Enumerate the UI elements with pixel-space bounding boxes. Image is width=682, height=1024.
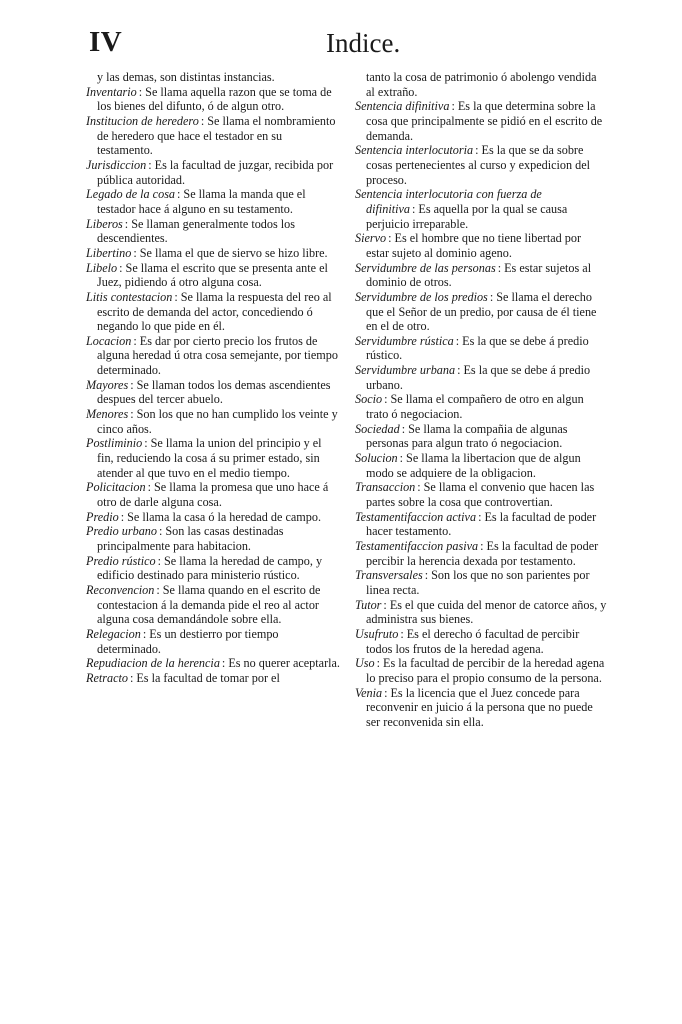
entry-definition: Se llama la manda que el testador hace á alguno en su testamento. xyxy=(97,187,306,216)
entry-definition: Es aquella por la qual se causa perjuicio irreparable. xyxy=(366,201,568,231)
entry-term: Institucion de heredero : xyxy=(86,114,207,128)
entry-definition: Es la que determina sobre la cosa que principalmente se pidió en el escrito de demanda. xyxy=(366,99,603,143)
index-entry xyxy=(86,671,340,686)
index-entry xyxy=(355,539,607,568)
entry-definition: Se llama aquella razon que se toma de los bienes del difunto, ó de algun otro. xyxy=(97,84,332,114)
entry-term: Jurisdiccion : xyxy=(86,158,155,172)
entry-term: Inventario : xyxy=(86,85,145,99)
index-entry xyxy=(355,290,607,334)
entry-term: Predio urbano : xyxy=(86,524,165,538)
entry-term: Servidumbre rústica : xyxy=(355,334,462,348)
entry-definition: Es no querer aceptarla. xyxy=(228,656,340,671)
entry-term: Solucion : xyxy=(355,451,406,465)
index-entry xyxy=(86,378,340,407)
index-entry xyxy=(355,363,607,392)
entry-term: Uso : xyxy=(355,656,383,670)
entry-definition: Son los que no han cumplido los veinte y cinco años. xyxy=(97,407,338,436)
entry-definition: Es la facultad de tomar por el xyxy=(136,670,280,685)
entry-term: Litis contestacion : xyxy=(86,290,181,304)
page-title: Indice. xyxy=(326,28,401,58)
index-entry xyxy=(355,451,607,480)
entry-definition: Es el derecho ó facultad de percibir todos los frutos de la heredad agena. xyxy=(366,626,580,656)
continued-text: tanto la cosa de patrimonio ó abolengo vendida al extraño. xyxy=(366,70,597,99)
entry-term: Retracto : xyxy=(86,671,136,685)
entry-term: Socio : xyxy=(355,392,390,406)
entry-term: Mayores : xyxy=(86,378,137,392)
entry-term: Predio rústico : xyxy=(86,554,164,568)
entry-definition: Se llama el nombramiento de heredero que hace el testador en su testamento. xyxy=(97,113,336,158)
entry-term: Sentencia interlocutoria con fuerza de difinitiva : xyxy=(355,187,542,216)
index-entry xyxy=(355,627,607,656)
entry-definition: Es la que se debe á predio rústico. xyxy=(366,333,589,363)
entry-definition: Se llama quando en el escrito de contestacion á la demanda pide el reo al actor alguna cosa demandándole sobre ella. xyxy=(97,582,321,627)
entry-term: Servidumbre de las personas : xyxy=(355,261,504,275)
entry-definition: Es la facultad de percibir de la heredad agena lo preciso para el propio consumo de la persona. xyxy=(366,656,605,685)
index-entry xyxy=(86,554,340,583)
entry-definition: Es el que cuida del menor de catorce años, y administra sus bienes. xyxy=(366,597,607,627)
index-entry xyxy=(355,261,607,290)
entry-term: Predio : xyxy=(86,510,127,524)
index-entry xyxy=(355,598,607,627)
continued-text: y las demas, son distintas instancias. xyxy=(97,70,275,84)
entry-term: Servidumbre urbana : xyxy=(355,363,463,377)
entry-definition: Es dar por cierto precio los frutos de alguna heredad ú otra cosa semejante, por tiempo determinado. xyxy=(97,333,338,378)
entry-term: Legado de la cosa : xyxy=(86,187,183,201)
entry-definition: Se llama la respuesta del reo al escrito de demanda del actor, concediendo ó negando lo que pide en él. xyxy=(97,289,332,334)
entry-term: Testamentifaccion pasiva : xyxy=(355,539,487,553)
index-entry xyxy=(86,524,340,553)
entry-term: Locacion : xyxy=(86,334,140,348)
entry-definition: Se llama el que de siervo se hizo libre. xyxy=(139,245,328,260)
index-entry xyxy=(355,334,607,363)
entry-definition: Se llama el convenio que hacen las partes sobre la cosa que controvertian. xyxy=(366,480,595,510)
index-entry xyxy=(86,290,340,334)
index-entry xyxy=(86,436,340,480)
index-entry xyxy=(86,217,340,246)
index-entry xyxy=(355,231,607,260)
index-entry xyxy=(86,187,340,216)
index-entry xyxy=(86,480,340,509)
index-entry xyxy=(355,422,607,451)
entry-definition: Es la que se debe á predio urbano. xyxy=(366,363,591,392)
entry-term: Repudiacion de la herencia : xyxy=(86,656,228,670)
entry-definition: Son los que no son parientes por linea recta. xyxy=(366,568,590,597)
entry-definition: Se llama la casa ó la heredad de campo. xyxy=(127,509,322,524)
index-entry xyxy=(86,334,340,378)
entry-term: Reconvencion : xyxy=(86,583,163,597)
index-entry xyxy=(86,85,340,114)
entry-definition: Es un destierro por tiempo determinado. xyxy=(97,626,279,656)
index-entry xyxy=(355,686,607,730)
entry-term: Venia : xyxy=(355,686,390,700)
entry-term: Transversales : xyxy=(355,568,431,582)
page-number: IV xyxy=(89,26,123,58)
index-entry xyxy=(86,114,340,158)
entry-term: Usufruto : xyxy=(355,627,407,641)
entry-definition: Se llama el derecho que el Señor de un predio, por causa de él tiene en el de otro. xyxy=(366,289,597,334)
entry-definition: Se llama la compañia de algunas personas para algun trato ó negociacion. xyxy=(366,421,568,451)
entry-definition: Se llama la libertacion que de algun modo se adquiere de la obligacion. xyxy=(366,451,581,480)
index-entry xyxy=(86,261,340,290)
index-entry xyxy=(355,392,607,421)
entry-definition: Se llama el compañero de otro en algun trato ó negociacion. xyxy=(366,392,584,422)
entry-definition: Se llaman generalmente todos los descendientes. xyxy=(97,216,295,246)
index-entry xyxy=(86,158,340,187)
entry-definition: Es el hombre que no tiene libertad por estar sujeto al dominio ageno. xyxy=(366,231,582,260)
entry-term: Liberos : xyxy=(86,217,131,231)
entry-definition: Es estar sujetos al dominio de otros. xyxy=(366,260,592,290)
entry-term: Libertino : xyxy=(86,246,140,260)
entry-term: Sentencia interlocutoria : xyxy=(355,143,482,157)
index-entry xyxy=(355,510,607,539)
entry-definition: Se llaman todos los demas ascendientes despues del tercer abuelo. xyxy=(97,377,331,407)
index-entry xyxy=(355,568,607,597)
entry-term: Libelo : xyxy=(86,261,126,275)
entry-definition: Es la facultad de poder hacer testamento. xyxy=(366,509,597,539)
left-column xyxy=(86,70,340,686)
right-column xyxy=(355,70,607,730)
index-entry xyxy=(355,187,607,231)
entry-definition: Se llama la heredad de campo, y edificio destinado para ministerio rústico. xyxy=(97,553,323,583)
entry-definition: Se llama la union del principio y el fin, reduciendo la cosa á su primer estado, sin atender al que tuvo en el medio tiempo. xyxy=(97,436,322,480)
entry-term: Policitacion : xyxy=(86,480,154,494)
index-entry xyxy=(355,99,607,143)
entry-term: Sociedad : xyxy=(355,422,408,436)
entry-term: Siervo : xyxy=(355,231,395,245)
index-entry xyxy=(86,656,340,671)
entry-term: Tutor : xyxy=(355,598,390,612)
index-entry xyxy=(86,510,340,525)
index-entry xyxy=(86,627,340,656)
index-entry xyxy=(355,143,607,187)
entry-definition: Es la licencia que el Juez concede para reconvenir en juicio á la persona que no puede ser reconvenida sin ella. xyxy=(366,685,593,729)
entry-definition: Es la facultad de poder percibir la herencia dexada por testamento. xyxy=(366,539,599,568)
entry-definition: Son las casas destinadas principalmente para habitacion. xyxy=(97,524,284,553)
entry-term: Menores : xyxy=(86,407,137,421)
entry-term: Testamentifaccion activa : xyxy=(355,510,484,524)
index-entry xyxy=(355,480,607,509)
entry-definition: Es la facultad de juzgar, recibida por pública autoridad. xyxy=(97,157,334,187)
entry-definition: Se llama el escrito que se presenta ante el Juez, pidiendo á otro alguna cosa. xyxy=(97,260,328,290)
entry-term: Transaccion : xyxy=(355,480,424,494)
index-entry xyxy=(86,583,340,627)
index-entry xyxy=(86,407,340,436)
index-entry xyxy=(86,246,340,261)
entry-definition: Se llama la promesa que uno hace á otro de darle alguna cosa. xyxy=(97,480,329,510)
entry-term: Sentencia difinitiva : xyxy=(355,99,458,113)
entry-term: Postliminio : xyxy=(86,436,151,450)
entry-definition: Es la que se da sobre cosas pertenecientes al curso y expedicion del proceso. xyxy=(366,143,591,187)
entry-term: Servidumbre de los predios : xyxy=(355,290,496,304)
entry-term: Relegacion : xyxy=(86,627,149,641)
index-entry xyxy=(355,656,607,685)
